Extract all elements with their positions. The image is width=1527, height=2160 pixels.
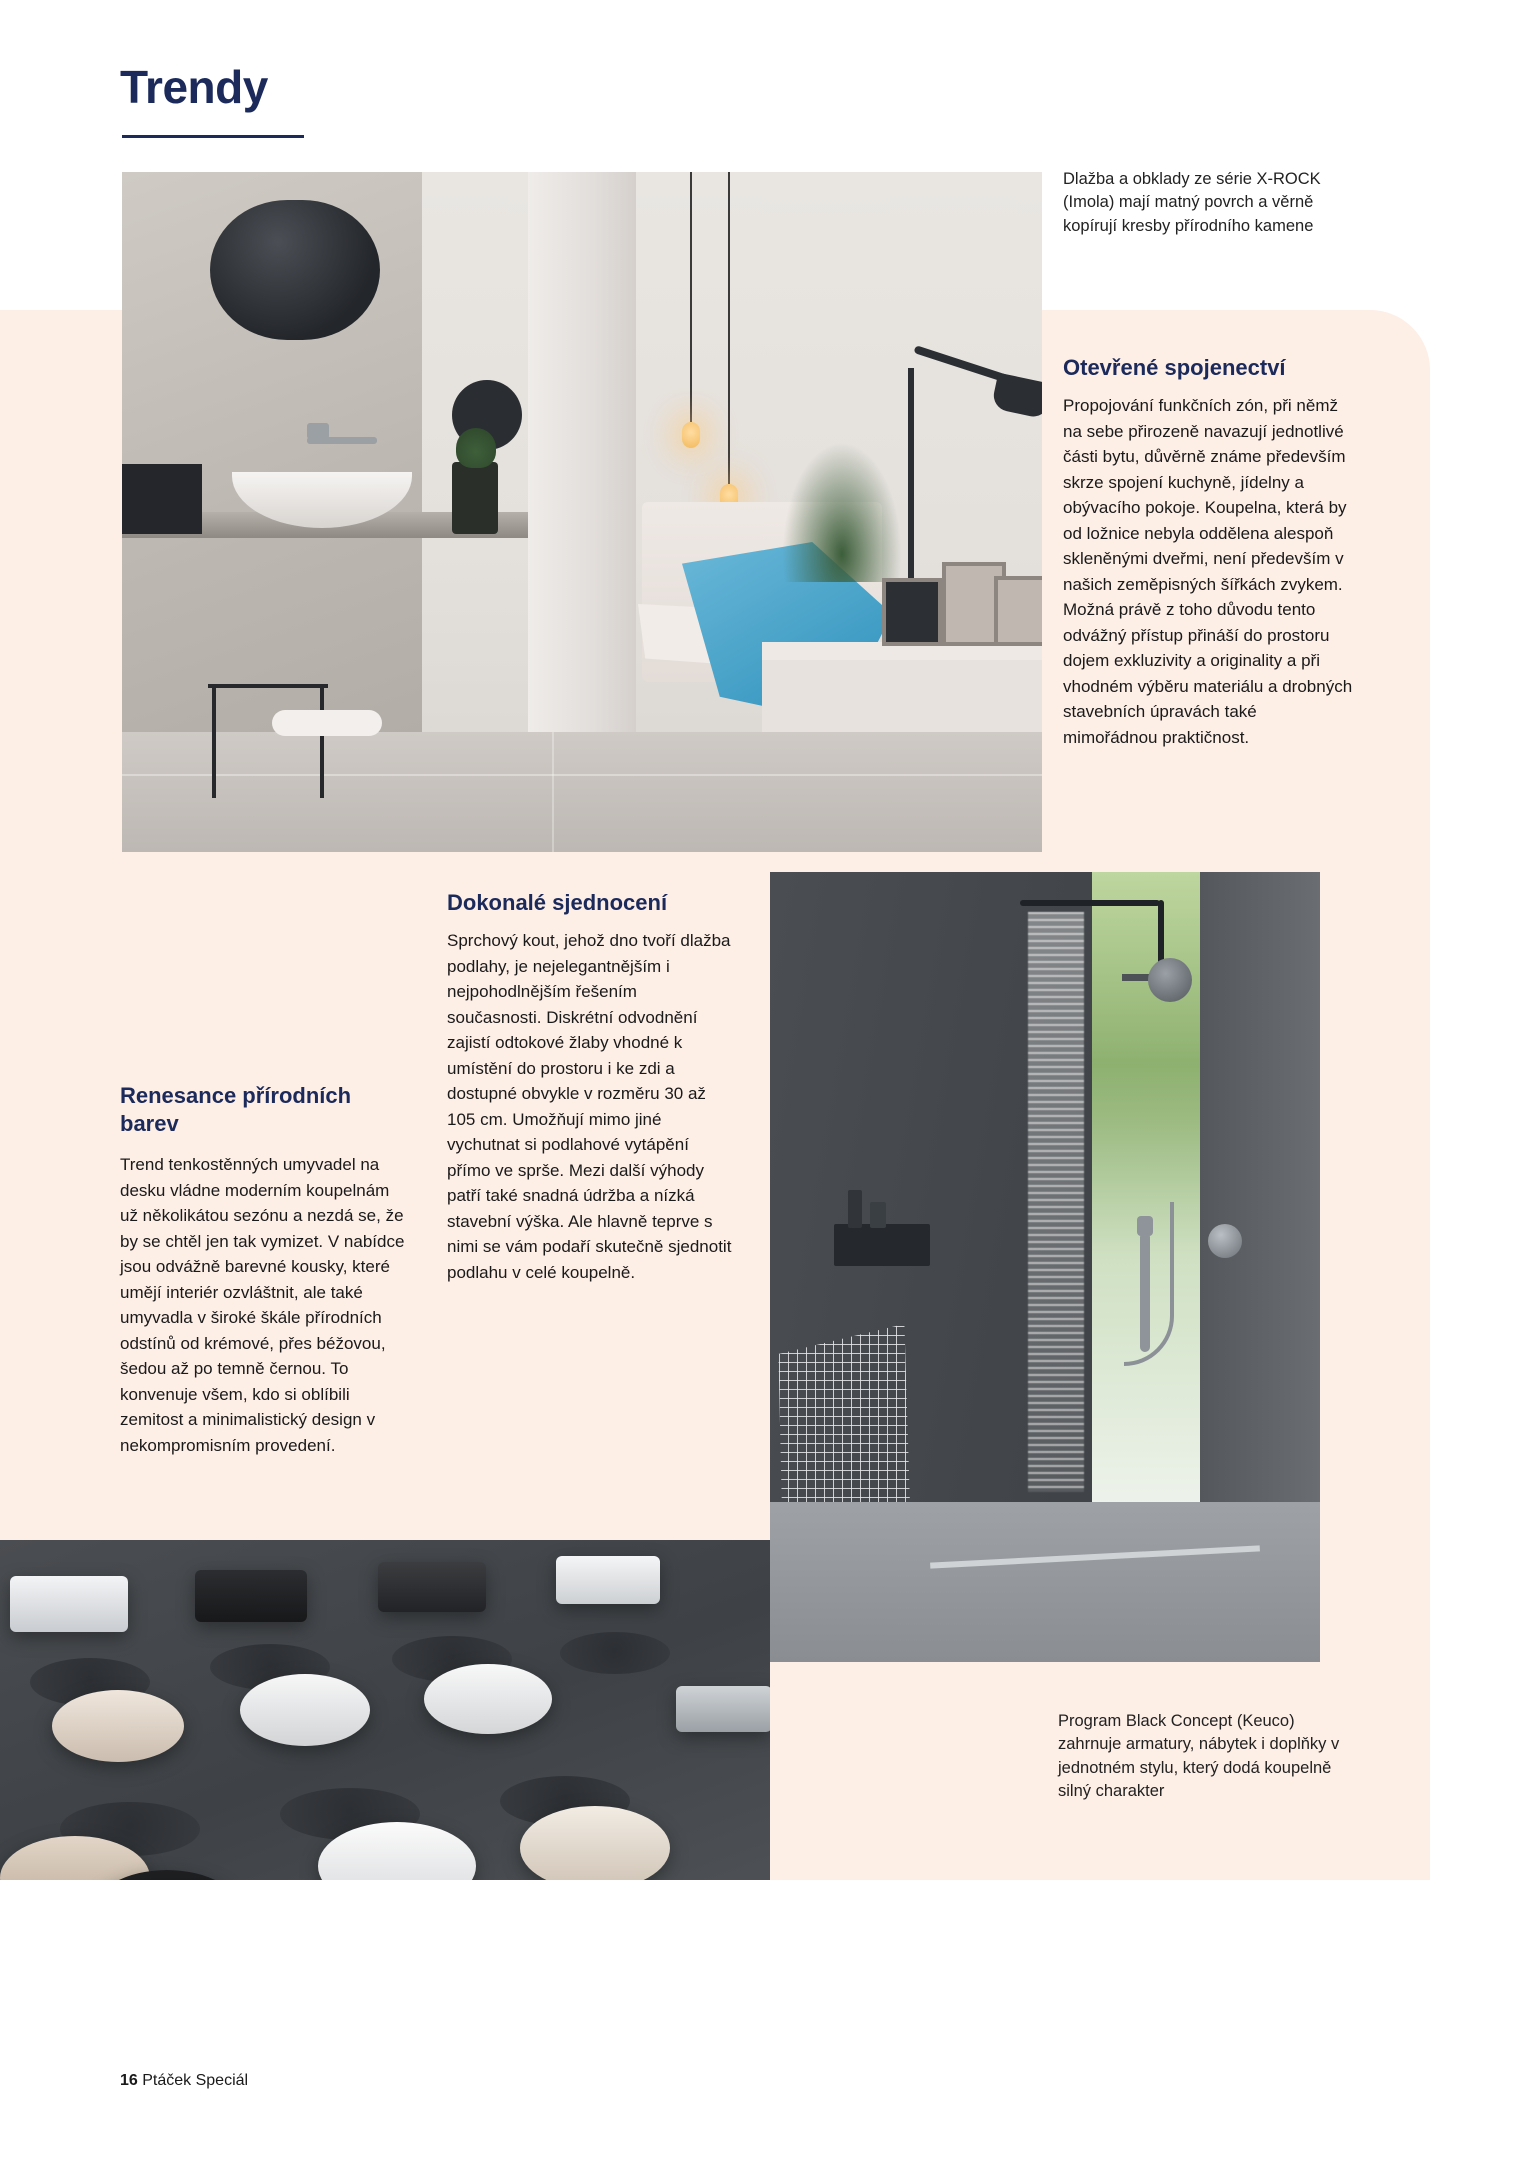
rectangular-basin-black	[195, 1570, 307, 1622]
hero-bathroom-bedroom-image	[122, 172, 1042, 852]
shower-image	[770, 872, 1320, 1662]
round-mirror-shape	[210, 200, 380, 340]
rectangular-basin-grey	[676, 1686, 770, 1732]
title-underline	[122, 135, 304, 138]
wall-faucet-shape	[307, 437, 377, 444]
round-basin-white	[424, 1664, 552, 1734]
hand-shower-shape	[1140, 1232, 1150, 1352]
round-basin-cream	[520, 1806, 670, 1890]
footer-publication: Ptáček Speciál	[142, 2072, 249, 2089]
round-basin-white	[240, 1674, 370, 1746]
footer-page-number: 16	[120, 2072, 138, 2089]
section-body-otevrene-spojenectvi: Propojování funkčních zón, při němž na sebe přirozeně navazují jednotlivé části bytu, důvěrně známe především skrze spojení kuchyně, jídelny a obývacího pokoje. Koupelna, která by od ložnice nebyla oddělena alespoň skleněnými dveřmi, není především v našich zeměpisných šířkách zvykem. Možná právě z toho důvodu tento odvážný přístup přináší do prostoru dojem exkluzivity a originality a při vhodném výběru materiálu a drobných stavebních úpravách také mimořádnou praktičnost.	[1063, 396, 1353, 747]
shower-control-knob-shape	[1208, 1224, 1242, 1258]
section-heading-dokonale-sjednoceni: Dokonalé sjednocení	[447, 890, 668, 915]
hero-caption: Dlažba a obklady ze série X-ROCK (Imola) mají matný povrch a věrně kopírují kresby přírodního kamene	[1063, 170, 1321, 235]
rolled-towels-shape	[272, 710, 382, 736]
section-body-dokonale-sjednoceni: Sprchový kout, jehož dno tvoří dlažba podlahy, je nejelegantnějším i nejpohodlnějším řešením současnosti. Diskrétní odvodnění zajistí odtokové žlaby vhodné k umístění do prostoru i ke zdi a dostupné obvykle v rozměru 30 až 105 cm. Umožňují mimo jiné vychutnat si podlahové vytápění přímo ve sprše. Mezi další výhody patří také snadná údržba a nízká stavební výška. Ale hlavně teprve s nimi se vám podaří skutečně sjednotit podlahu v celé koupelně.	[447, 931, 732, 1282]
section-heading-renesance-prirodnich-barev: Renesance přírodních barev	[120, 1083, 352, 1136]
rectangular-basin-white	[10, 1576, 128, 1632]
section-body-renesance-prirodnich-barev: Trend tenkostěnných umyvadel na desku vládne moderním koupelnám už několikátou sezónu a nezdá se, že by se chtěl jen tak vymizet. V nabídce jsou odvážně barevné kousky, které umějí interiér ozvláštnit, ale také umyvadla v široké škále přírodních odstínů od krémové, přes béžovou, šedou až po temně černou. To konvenuje všem, kdo si oblíbili zemitost a minimalistický design v nekompromisním provedení.	[120, 1155, 405, 1455]
page-footer	[120, 2072, 248, 2090]
potted-plant-shape	[452, 462, 498, 534]
rain-showerhead-shape	[1148, 958, 1192, 1002]
side-table-shape	[208, 684, 328, 688]
section-heading-otevrene-spojenectvi: Otevřené spojenectví	[1063, 355, 1286, 380]
page-bottom-white	[0, 1880, 1527, 2160]
rectangular-basin-white	[556, 1556, 660, 1604]
water-spray-shape	[1028, 912, 1084, 1492]
pendant-bulb-shape	[682, 422, 700, 448]
shower-caption: Program Black Concept (Keuco) zahrnuje armatury, nábytek i doplňky v jednotném stylu, který dodá koupelně silný charakter	[1058, 1712, 1340, 1801]
page-title: Trendy	[120, 61, 268, 113]
round-basin-cream	[52, 1690, 184, 1762]
rectangular-basin-dark	[378, 1562, 486, 1612]
